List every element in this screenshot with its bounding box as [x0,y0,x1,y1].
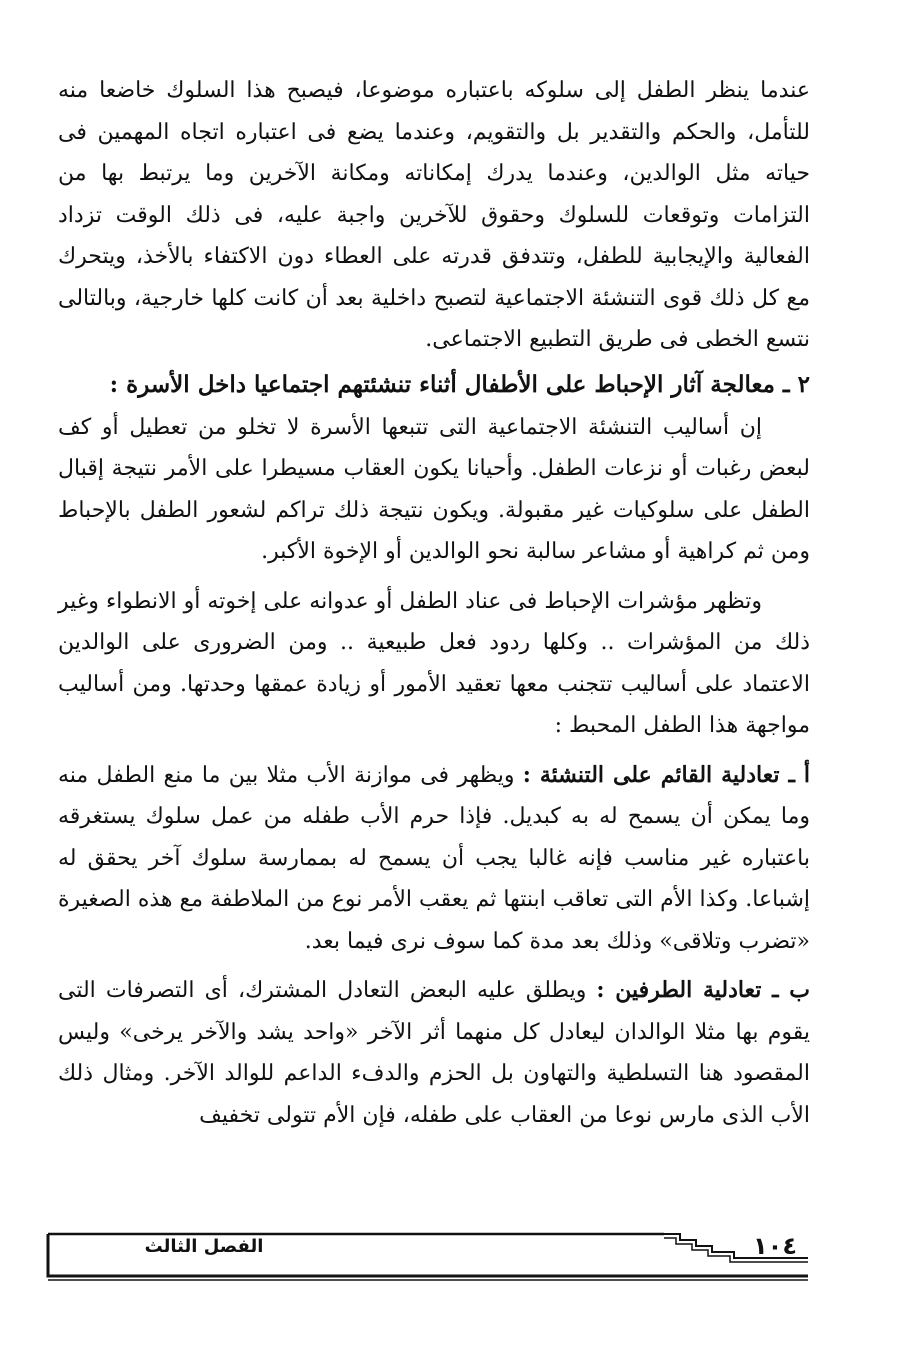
subheading-parents-balance: ب ـ تعادلية الطرفين : [596,977,810,1003]
paragraph-frustration-indicators: وتظهر مؤشرات الإحباط فى عناد الطفل أو عدوانه على إخوته أو الانطواء وغير ذلك من المؤشرات .. وكلها ردود فعل طبيعية .. ومن الضرورى على الوالدين الاعتماد على أساليب تتجنب معها تعقيد الأمور أو زيادة عمقها وحدتها. ومن أساليب مواجهة هذا الطفل المحبط : [58,588,810,738]
paragraph-caregiver-balance [58,755,810,963]
page-footer [44,1226,810,1284]
text-caregiver-balance: ويظهر فى موازنة الأب مثلا بين ما منع الطفل منه وما يمكن أن يسمح له به كبديل. فإذا حرم الأب طفله من عمل سلوك يستغرقه باعتباره غير مناسب فإنه غالبا يجب أن يسمح له بممارسة سلوك آخر يحقق له إشباعا. وكذا الأم التى تعاقب ابنتها ثم يعقب الأمر نوع من الملاطفة مع هذه الصغيرة «تضرب وتلاقى» وذلك بعد مدة كما سوف نرى فيما بعد. [58,762,810,954]
paragraph-socialization: عندما ينظر الطفل إلى سلوكه باعتباره موضوعا، فيصبح هذا السلوك خاضعا منه للتأمل، والحكم والتقدير بل والتقويم، وعندما يضع فى اعتباره اتجاه المهمين فى حياته مثل الوالدين، وعندما يدرك إمكاناته ومكانة الآخرين وما يرتبط بها من التزامات وتوقعات للسلوك وحقوق للآخرين واجبة عليه، فى ذلك الوقت تزداد الفعالية والإيجابية للطفل، وتتدفق قدرته على العطاء دون الاكتفاء بالأخذ، ويتحرك مع كل ذلك قوى التنشئة الاجتماعية لتصبح داخلية بعد أن كانت كلها خارجية، وبالتالى نتسع الخطى فى طريق التطبيع الاجتماعى. [58,78,810,352]
text-parents-balance: ويطلق عليه البعض التعادل المشترك، أى التصرفات التى يقوم بها مثلا الوالدان ليعادل كل منهما أثر الآخر «واحد يشد والآخر يرخى» وليس المقصود هنا التسلطية والتهاون بل الحزم والدفء الداعم للوالد الآخر. ومثال ذلك الأب الذى مارس نوعا من العقاب على طفله، فإن الأم تتولى تخفيف [58,978,811,1128]
paragraph-family-methods: إن أساليب التنشئة الاجتماعية التى تتبعها الأسرة لا تخلو من تعطيل أو كف لبعض رغبات أو نزعات الطفل. وأحيانا يكون العقاب مسيطرا على الأمر نتيجة إقبال الطفل على سلوكيات غير مقبولة. ويكون نتيجة ذلك تراكم لشعور الطفل بالإحباط ومن ثم كراهية أو مشاعر سالبة نحو الوالدين أو الإخوة الأكبر. [58,414,810,564]
chapter-title: الفصل الثالث [144,1236,264,1257]
subheading-caregiver-balance: أ ـ تعادلية القائم على التنشئة : [522,761,810,788]
section-heading: ٢ ـ معالجة آثار الإحباط على الأطفال أثناء تنشئتهم اجتماعيا داخل الأسرة : [109,370,810,398]
page-number: ١٠٤ [753,1232,797,1260]
paragraph-parents-balance [58,970,810,1136]
page-content [58,70,810,1136]
